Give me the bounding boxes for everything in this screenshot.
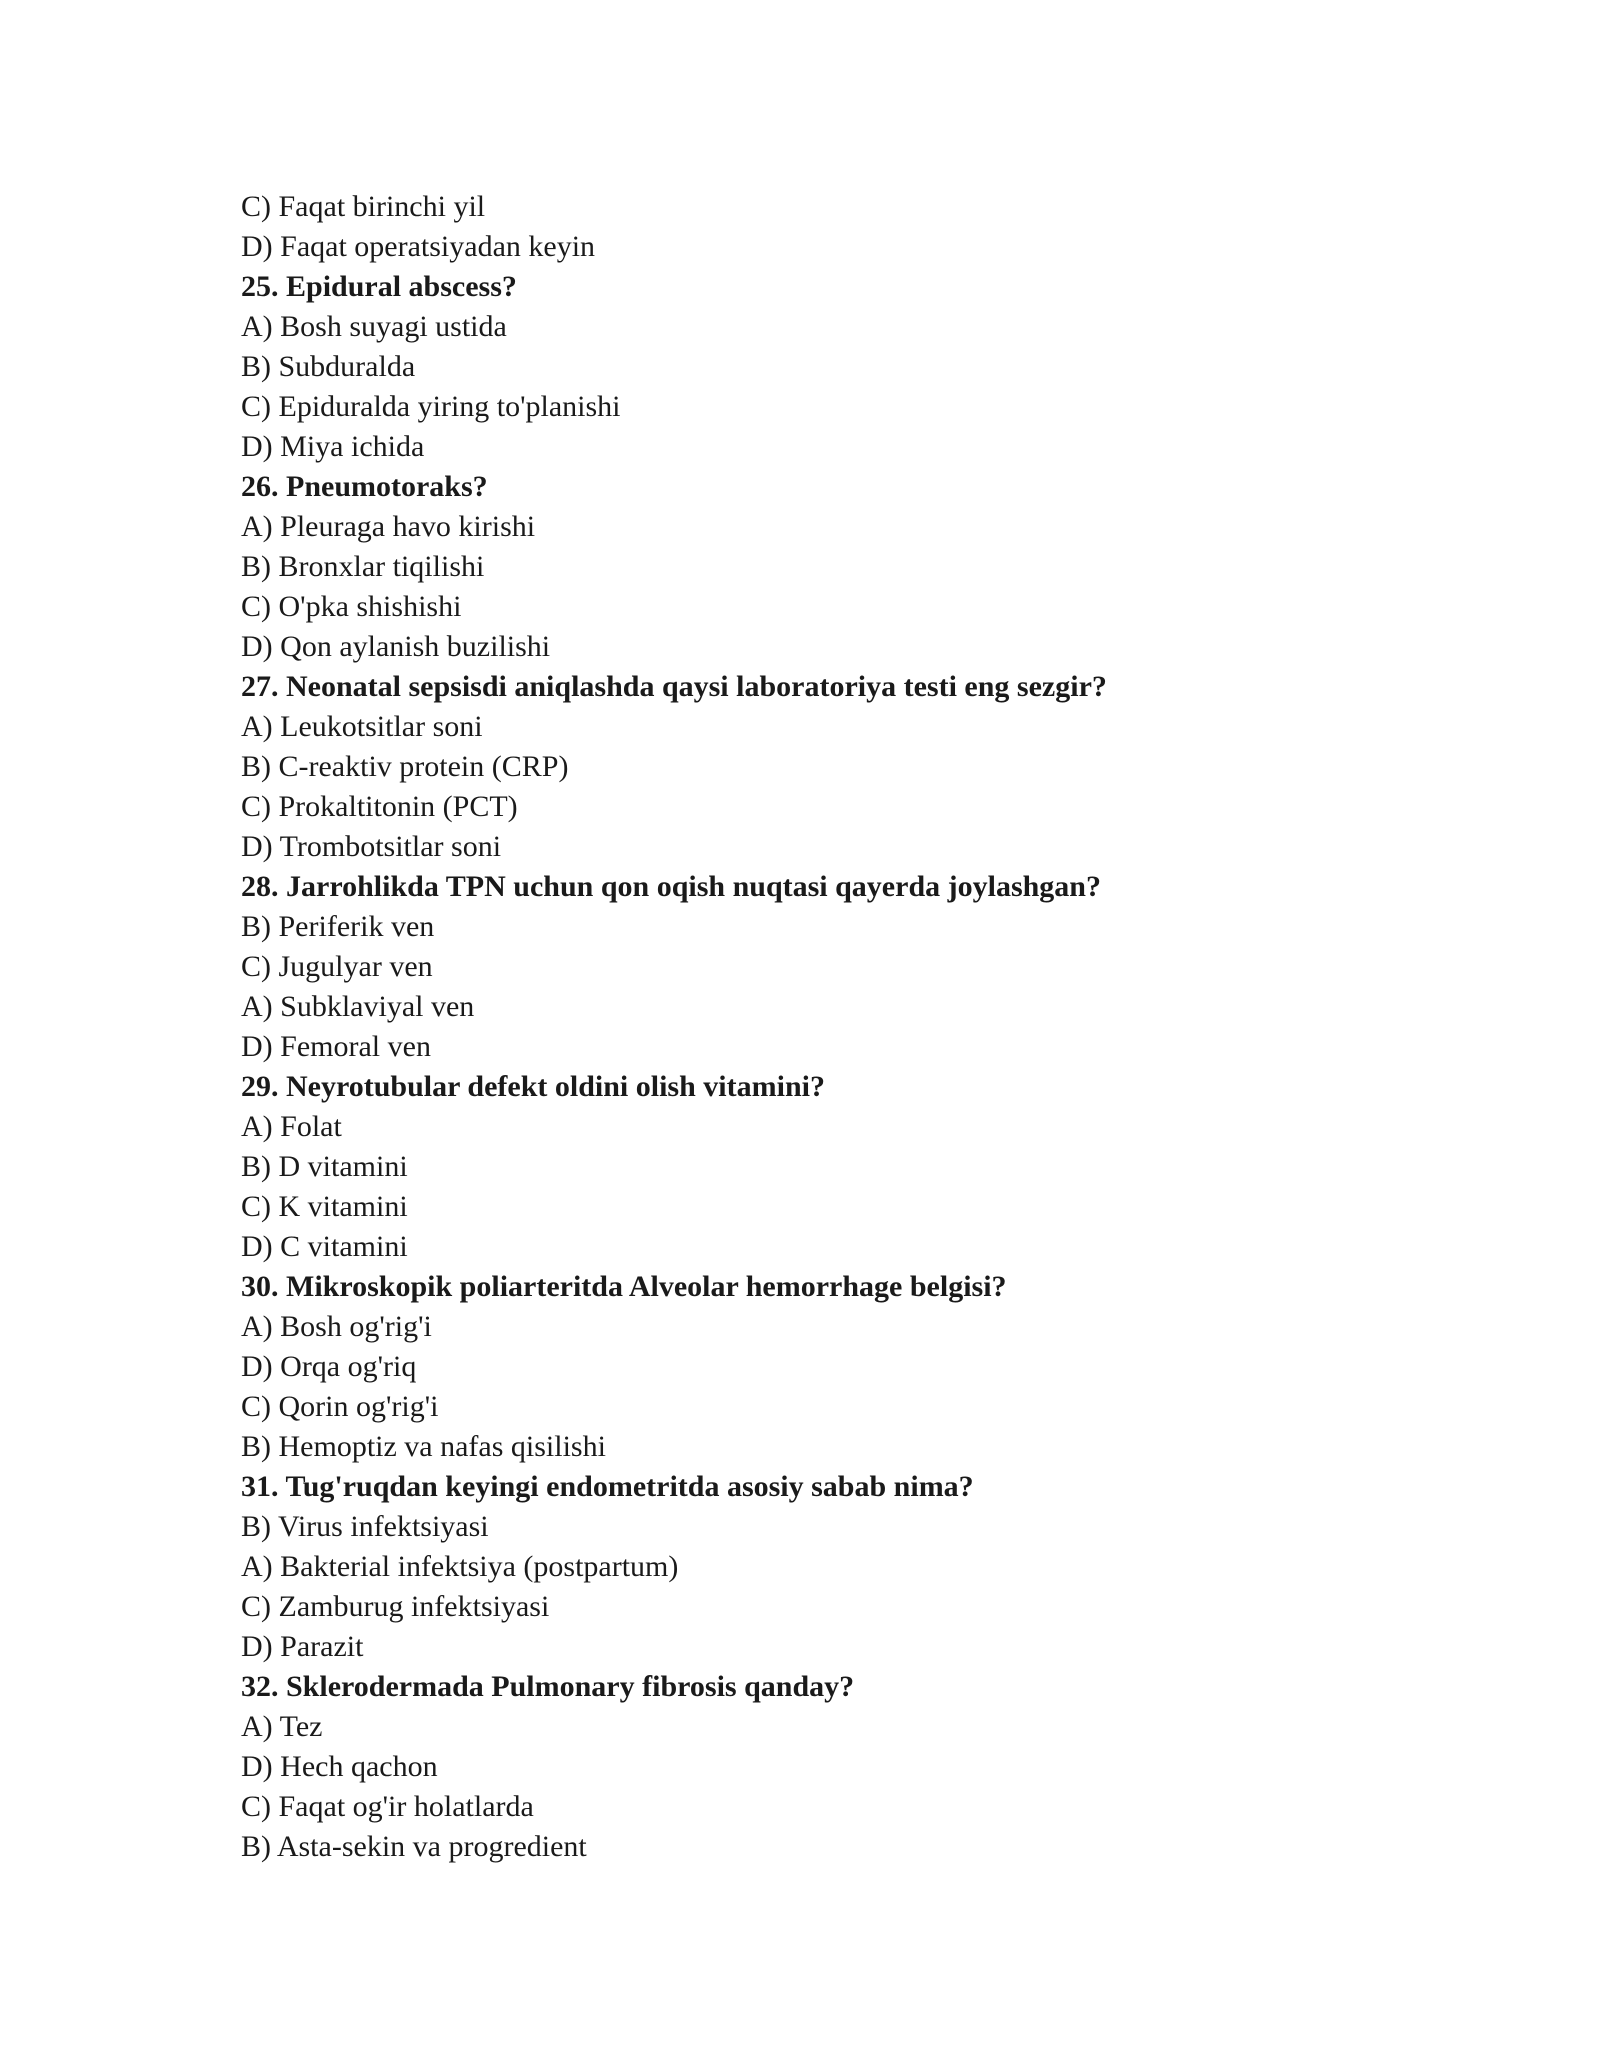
option-line: D) Qon aylanish buzilishi bbox=[241, 630, 551, 663]
option-line: C) Qorin og'rig'i bbox=[241, 1390, 439, 1423]
option-line: D) Orqa og'riq bbox=[241, 1350, 417, 1383]
document-content bbox=[241, 187, 1441, 1867]
option-line: C) Faqat birinchi yil bbox=[241, 190, 486, 223]
option-line: C) K vitamini bbox=[241, 1190, 408, 1223]
question-heading: 30. Mikroskopik poliarteritda Alveolar hemorrhage belgisi? bbox=[241, 1270, 1007, 1303]
question-heading: 32. Sklerodermada Pulmonary fibrosis qanday? bbox=[241, 1670, 855, 1703]
option-line: C) O'pka shishishi bbox=[241, 590, 462, 623]
option-line: D) Femoral ven bbox=[241, 1030, 431, 1063]
option-line: C) Faqat og'ir holatlarda bbox=[241, 1790, 534, 1823]
option-line: A) Pleuraga havo kirishi bbox=[241, 510, 536, 543]
option-line: A) Bosh suyagi ustida bbox=[241, 310, 507, 343]
option-line: D) C vitamini bbox=[241, 1230, 408, 1263]
option-line: D) Hech qachon bbox=[241, 1750, 438, 1783]
question-heading: 29. Neyrotubular defekt oldini olish vitamini? bbox=[241, 1070, 825, 1103]
option-line: C) Zamburug infektsiyasi bbox=[241, 1590, 550, 1623]
option-line: A) Bakterial infektsiya (postpartum) bbox=[241, 1550, 679, 1583]
question-heading: 31. Tug'ruqdan keyingi endometritda asosiy sabab nima? bbox=[241, 1470, 974, 1503]
option-line: B) D vitamini bbox=[241, 1150, 408, 1183]
option-line: B) Asta-sekin va progredient bbox=[241, 1830, 587, 1863]
option-line: A) Folat bbox=[241, 1110, 342, 1143]
option-line: C) Jugulyar ven bbox=[241, 950, 433, 983]
option-line: B) Periferik ven bbox=[241, 910, 435, 943]
option-line: B) C-reaktiv protein (CRP) bbox=[241, 750, 569, 783]
option-line: B) Subduralda bbox=[241, 350, 416, 383]
option-line: B) Virus infektsiyasi bbox=[241, 1510, 489, 1543]
option-line: D) Miya ichida bbox=[241, 430, 425, 463]
option-line: A) Subklaviyal ven bbox=[241, 990, 475, 1023]
question-heading: 25. Epidural abscess? bbox=[241, 270, 517, 303]
option-line: B) Hemoptiz va nafas qisilishi bbox=[241, 1430, 606, 1463]
option-line: C) Prokaltitonin (PCT) bbox=[241, 790, 518, 823]
option-line: D) Trombotsitlar soni bbox=[241, 830, 502, 863]
question-heading: 26. Pneumotoraks? bbox=[241, 470, 488, 503]
option-line: B) Bronxlar tiqilishi bbox=[241, 550, 485, 583]
question-heading: 28. Jarrohlikda TPN uchun qon oqish nuqtasi qayerda joylashgan? bbox=[241, 870, 1101, 903]
option-line: A) Leukotsitlar soni bbox=[241, 710, 483, 743]
question-heading: 27. Neonatal sepsisdi aniqlashda qaysi laboratoriya testi eng sezgir? bbox=[241, 670, 1107, 703]
option-line: A) Bosh og'rig'i bbox=[241, 1310, 432, 1343]
option-line: C) Epiduralda yiring to'planishi bbox=[241, 390, 621, 423]
option-line: D) Parazit bbox=[241, 1630, 364, 1663]
option-line: D) Faqat operatsiyadan keyin bbox=[241, 230, 596, 263]
option-line: A) Tez bbox=[241, 1710, 323, 1743]
